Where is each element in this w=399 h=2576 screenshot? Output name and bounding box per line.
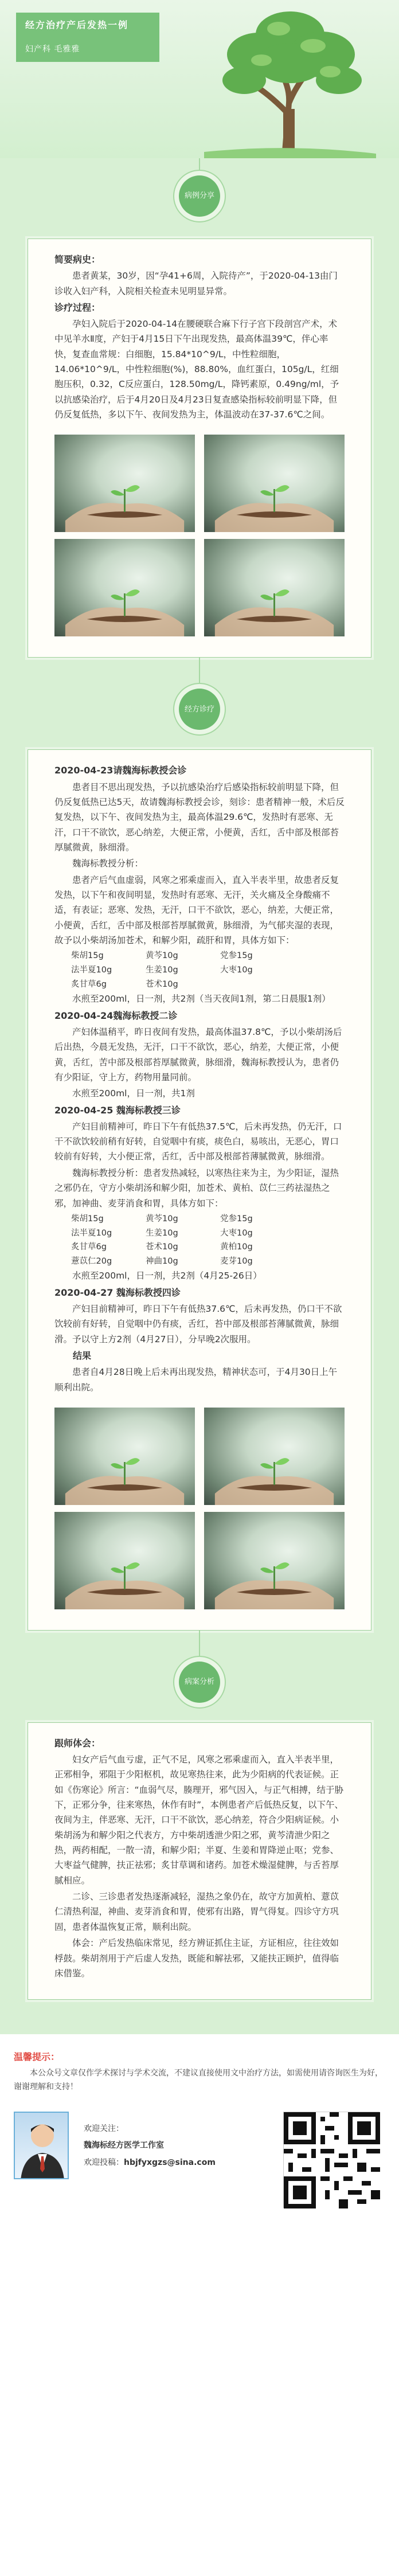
visit-text: 患者目不思出现发热，予以抗感染治疗后感染指标较前明显下降，但仍反复低热已达5天，故请魏海标教授会诊，刻诊：患者精神一般，术后反复发热，以下午、夜间发热为主，最高体温29.6℃，发热时有恶寒、无汗，口干不欲饮，恶心纳差，大便正常，小便黄，舌红，舌中部及根部苔厚腻微黄，脉细滑。	[54, 781, 345, 853]
seedling-photo	[204, 435, 345, 532]
prescription: 柴胡15g 黄芩10g 党参15g 法半夏10g 生姜10g 大枣10g 炙甘草6g 苍术10g	[71, 951, 253, 989]
analysis-paragraph: 二诊、三诊患者发热逐渐减轻，湿热之象仍在，故守方加黄柏、薏苡仁清热利湿，神曲、麦芽消食和胃，使邪有出路，胃气得复。四诊守方巩固，患者体温恢复正常，顺利出院。	[54, 1891, 339, 1932]
footer	[0, 2034, 399, 2231]
seedling-photo	[54, 539, 195, 636]
seedling-photo	[204, 1408, 345, 1505]
footer-text: 本公众号文章仅作学术探讨与学术交流，不建议直接使用文中治疗方法，如需使用请咨询医生为好，谢谢理解和支持！	[14, 2069, 383, 2092]
tree-illustration	[204, 0, 376, 158]
contact-email[interactable]: 欢迎投稿：hbjfyxgzs@sina.com	[84, 2157, 216, 2167]
photo-grid	[54, 1408, 345, 1609]
article-title: 经方治疗产后发热一例	[25, 19, 129, 30]
section-badge	[173, 170, 226, 222]
avatar	[14, 2112, 69, 2179]
seedling-photo	[204, 1512, 345, 1609]
result-text: 患者自4月28日晚上后未再出现发热，精神状态可，于4月30日上午顺利出院。	[54, 1367, 338, 1393]
badge-label: 病例分享	[179, 175, 220, 217]
analysis-paragraph: 体会：产后发热临床常见，经方辨证抓住主证，方证相应，往往效如桴鼓。柴胡剂用于产后虚人发热，既能和解祛邪，又能扶正顾护，值得临床借鉴。	[54, 1938, 339, 1979]
photo-grid	[54, 435, 345, 636]
visit-date-title: 2020-04-24魏海标教授二诊	[54, 1010, 178, 1021]
result-title: 结果	[73, 1350, 92, 1361]
visit-text: 产妇目前精神可，昨日下午有低热37.6℃，后未再发热，仍口干不欲饮较前有好转，自觉咽中仍有痰，舌红，苔中部及根部苔薄腻微黄，脉细滑。予以守上方2剂（4月27日），分早晚2次服用。	[54, 1303, 342, 1344]
contact-lines	[84, 2121, 216, 2171]
analysis-heading: 魏海标教授分析：	[72, 858, 144, 869]
visit-text: 产妇目前精神可，昨日下午有低热37.5℃，后未再发热，仍无汗，口干不欲饮较前稍有好转，自觉咽中有痰，痰色白，易咳出，无恶心，胃口较前有好转，大小便正常，舌红，舌中部及根部苔薄腻微黄，脉细滑。	[54, 1121, 342, 1162]
analysis-title: 跟师体会：	[54, 1737, 101, 1749]
seedling-photo	[204, 539, 345, 636]
header-banner	[0, 0, 399, 158]
footer-title: 温馨提示：	[14, 2051, 60, 2063]
visit-text: 产妇体温稍平，昨日夜间有发热，最高体温37.8℃，予以小柴胡汤后后出热，今晨无发热，无汗，口干不欲饮，恶心，纳差，大便正常，小便黄，舌红，苦中部及根部苔厚腻微黄，脉细滑，魏海标教授认为，患者仍有少阳证，守上方，药物用量同前。	[54, 1026, 342, 1082]
prescription-note: 水煎至200ml，日一剂，共2剂（当天夜间1剂，第二日晨服1剂）	[72, 994, 331, 1004]
visit-date-title: 2020-04-23请魏海标教授会诊	[54, 765, 187, 776]
analysis-text: 魏海标教授分析：患者发热减轻，以寒热往来为主，为少阳证，湿热之邪仍在，守方小柴胡汤和解少阳，加苍术、黄柏、苡仁三药祛湿热之邪，加神曲、麦芽消食和胃，具体方如下：	[54, 1167, 339, 1209]
case-card	[28, 239, 371, 658]
visit-date-title: 2020-04-27 魏海标教授四诊	[54, 1287, 181, 1298]
seedling-photo	[54, 1408, 195, 1505]
qr-code-icon	[283, 2112, 380, 2208]
history-text: 患者黄某，30岁，因“孕41+6周，入院待产”，于2020-04-13由门诊收入妇产科，入院相关检查未见明显异常。	[54, 271, 338, 296]
badge-label: 病案分析	[179, 1662, 220, 1703]
course-text: 孕妇入院后于2020-04-14在腰硬联合麻下行子宫下段剖宫产术，术中见羊水Ⅱ度，产妇于4月15日下午出现发热，最高体温39℃，伴心率快，复查血常规：白细胞，15.84*10^9/L，中性粒细胞，14.06*10^9/L，中性粒细胞(%)，88.80%，血红蛋白，105g/L，红细胞压积，0.32，C反应蛋白，128.50mg/L，降钙素原，0.49ng/ml，予以抗感染治疗，后于4月20日及4月23日复查感染指标较前明显下降，但仍反复低热，多以下午、夜间发热为主，体温波动在37-37.6℃之间。	[54, 319, 339, 420]
seedling-photo	[54, 435, 195, 532]
contact-follow: 欢迎关注：	[84, 2124, 124, 2133]
header-title-band	[16, 13, 159, 62]
prescription: 柴胡15g 黄芩10g 党参15g 法半夏10g 生姜10g 大枣10g 炙甘草6g 苍术10g 黄柏10g 薏苡仁20g 神曲10g 麦芽10g	[71, 1214, 253, 1266]
section-badge	[173, 683, 226, 736]
course-title: 诊疗过程：	[54, 302, 101, 313]
article-author: 妇产科 毛雅雅	[25, 45, 80, 54]
analysis-text: 患者产后气血虚弱，风寒之邪乘虚而入，直入半表半里，故患者反复发热，以下午和夜间明显，发热时有恶寒、无汗，关火痛及全身酸痛不适，有表证；恶寒、发热，无汗，口干不欲饮，恶心，纳差，大便正常，小便黄，舌红，舌中部及根部苔厚腻微黄，脉细滑，为气郁夹湿的表现，故予以小柴胡汤加苍术，和解少阳，疏肝和胃，具体方如下：	[54, 874, 339, 946]
contact-studio: 魏海标经方医学工作室	[84, 2141, 164, 2151]
visit-date-title: 2020-04-25 魏海标教授三诊	[54, 1104, 181, 1116]
contact-block	[14, 2112, 385, 2208]
section-case-share	[0, 158, 399, 2034]
qr-code-block	[283, 2112, 380, 2208]
prescription-note: 水煎至200ml，日一剂，共2剂（4月25-26日）	[72, 1271, 262, 1281]
prescription-note: 水煎至200ml，日一剂，共1剂	[72, 1088, 195, 1099]
history-title: 简要病史：	[54, 254, 101, 265]
analysis-card	[28, 1722, 371, 2000]
badge-label: 经方诊疗	[179, 689, 220, 730]
section-badge	[173, 1656, 226, 1709]
treatment-card	[28, 749, 371, 1630]
analysis-paragraph: 妇女产后气血亏虚，正气不足，风寒之邪乘虚而入，直入半表半里，正邪相争，邪阻于少阳枢机，故见寒热往来，此为少阳病的代表证候。正如《伤寒论》所言：“血弱气尽，腠理开，邪气因入，与正气相搏，结于胁下，正邪分争，往来寒热，休作有时”，本例患者产后低热反复，以下午、夜间为主，伴恶寒、无汗，口干不欲饮，恶心纳差，符合少阳病证候。小柴胡汤为和解少阳之代表方，方中柴胡透泄少阳之邪，黄芩清泄少阳之热，两药相配，一散一清，和解少阳；半夏、生姜和胃降逆止呕；党参、大枣益气健脾，扶正祛邪；炙甘草调和诸药。加苍术燥湿健脾，与舌苔厚腻相应。	[54, 1754, 344, 1886]
seedling-photo	[54, 1512, 195, 1609]
